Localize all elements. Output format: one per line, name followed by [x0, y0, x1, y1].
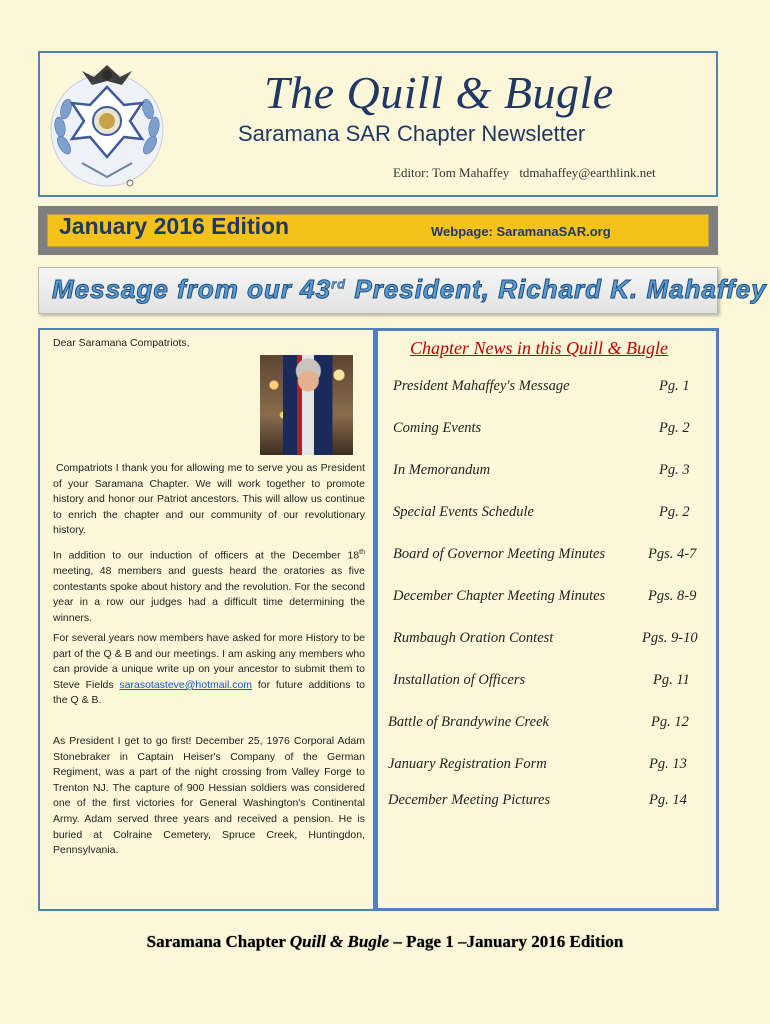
newsletter-subtitle: Saramana SAR Chapter Newsletter	[238, 121, 586, 146]
chapter-news-box	[375, 328, 719, 911]
letter-text: meeting, 48 members and guests heard the oratories as five contestants spoke about history and the revolution. For the second year in a row our judges had a difficult time determining the winners.	[53, 565, 365, 624]
letter-greeting: Dear Saramana Compatriots,	[53, 337, 190, 349]
news-item-page: Pg. 2	[659, 504, 690, 520]
news-item: January Registration Form	[388, 756, 547, 772]
banner-text-part: President, Richard K. Mahaffey	[346, 274, 767, 304]
news-item: Coming Events	[393, 420, 482, 436]
news-item: In Memorandum	[393, 462, 491, 478]
footer-text: – Page 1 –January 2016 Edition	[389, 932, 624, 951]
news-item: Battle of Brandywine Creek	[388, 714, 549, 730]
chapter-news-title: Chapter News in this Quill & Bugle	[410, 338, 669, 358]
letter-paragraph-2	[53, 545, 365, 626]
banner-superscript: rd	[331, 276, 347, 292]
news-item: Board of Governor Meeting Minutes	[393, 546, 606, 562]
footer-italic-text: Quill & Bugle	[289, 932, 390, 951]
letter-superscript: th	[359, 549, 365, 556]
edition-label: January 2016 Edition	[59, 213, 290, 239]
letter-paragraph-3	[53, 631, 365, 709]
letter-paragraph-1: Compatriots I thank you for allowing me to serve you as President of your Saramana Chapter. We will work together to promote history and honor our Patriot ancestors. This will allow us continue to enrich the chapter and our community of our revolutionary history.	[53, 462, 365, 537]
email-link[interactable]: sarasotasteve@hotmail.com	[119, 678, 253, 691]
message-banner-heading	[52, 274, 767, 305]
banner-text-part: Message from our 43	[52, 274, 332, 304]
sar-emblem-logo	[42, 55, 172, 191]
news-item: Special Events Schedule	[393, 504, 534, 520]
letter-text: For several years now members have asked for more History to be part of the Q & B and our meetings. I am asking any members who can provide a unique write up on your ancestor to submit them to Steve Fields	[53, 632, 365, 691]
news-item-page: Pgs. 4-7	[648, 546, 697, 562]
news-item: December Chapter Meeting Minutes	[393, 588, 606, 604]
news-item: President Mahaffey's Message	[393, 378, 570, 394]
editor-name: Editor: Tom Mahaffey	[393, 165, 510, 180]
news-item-page: Pgs. 8-9	[648, 588, 697, 604]
news-item-page: Pg. 2	[659, 420, 690, 436]
news-item-page: Pg. 11	[653, 672, 690, 688]
news-item-page: Pg. 13	[649, 756, 687, 772]
editor-email: tdmahaffey@earthlink.net	[519, 165, 656, 180]
newsletter-title: The Quill & Bugle	[264, 67, 614, 118]
news-item-page: Pg. 3	[659, 462, 690, 478]
news-item-page: Pg. 1	[659, 378, 690, 394]
news-item-page: Pg. 12	[651, 714, 689, 730]
news-item-page: Pgs. 9-10	[642, 630, 698, 646]
page-footer	[0, 932, 770, 952]
news-item-page: Pg. 14	[649, 792, 687, 808]
webpage-label: Webpage: SaramanaSAR.org	[431, 224, 611, 239]
news-item: Installation of Officers	[393, 672, 526, 688]
editor-line	[393, 165, 656, 181]
letter-text: In addition to our induction of officers at the December 18	[53, 549, 360, 562]
president-photo	[260, 355, 353, 455]
footer-text: Saramana Chapter	[146, 932, 290, 951]
news-item: Rumbaugh Oration Contest	[393, 630, 554, 646]
letter-paragraph-4: As President I get to go first! December 25, 1976 Corporal Adam Stonebraker in Captain Heiser's Company of the German Regiment, was a part of the night crossing from Valley Forge to Trenton NJ. The capture of 900 Hessian soldiers was considered one of the first victories for General Washington's Continental Army. Adam served three years and received a pension. He is buried at Colraine Cemetery, Spruce Creek, Huntingdon, Pennsylvania.	[53, 735, 365, 857]
news-item: December Meeting Pictures	[388, 792, 551, 808]
letter-text: for future additions to the Q & B.	[53, 678, 366, 707]
